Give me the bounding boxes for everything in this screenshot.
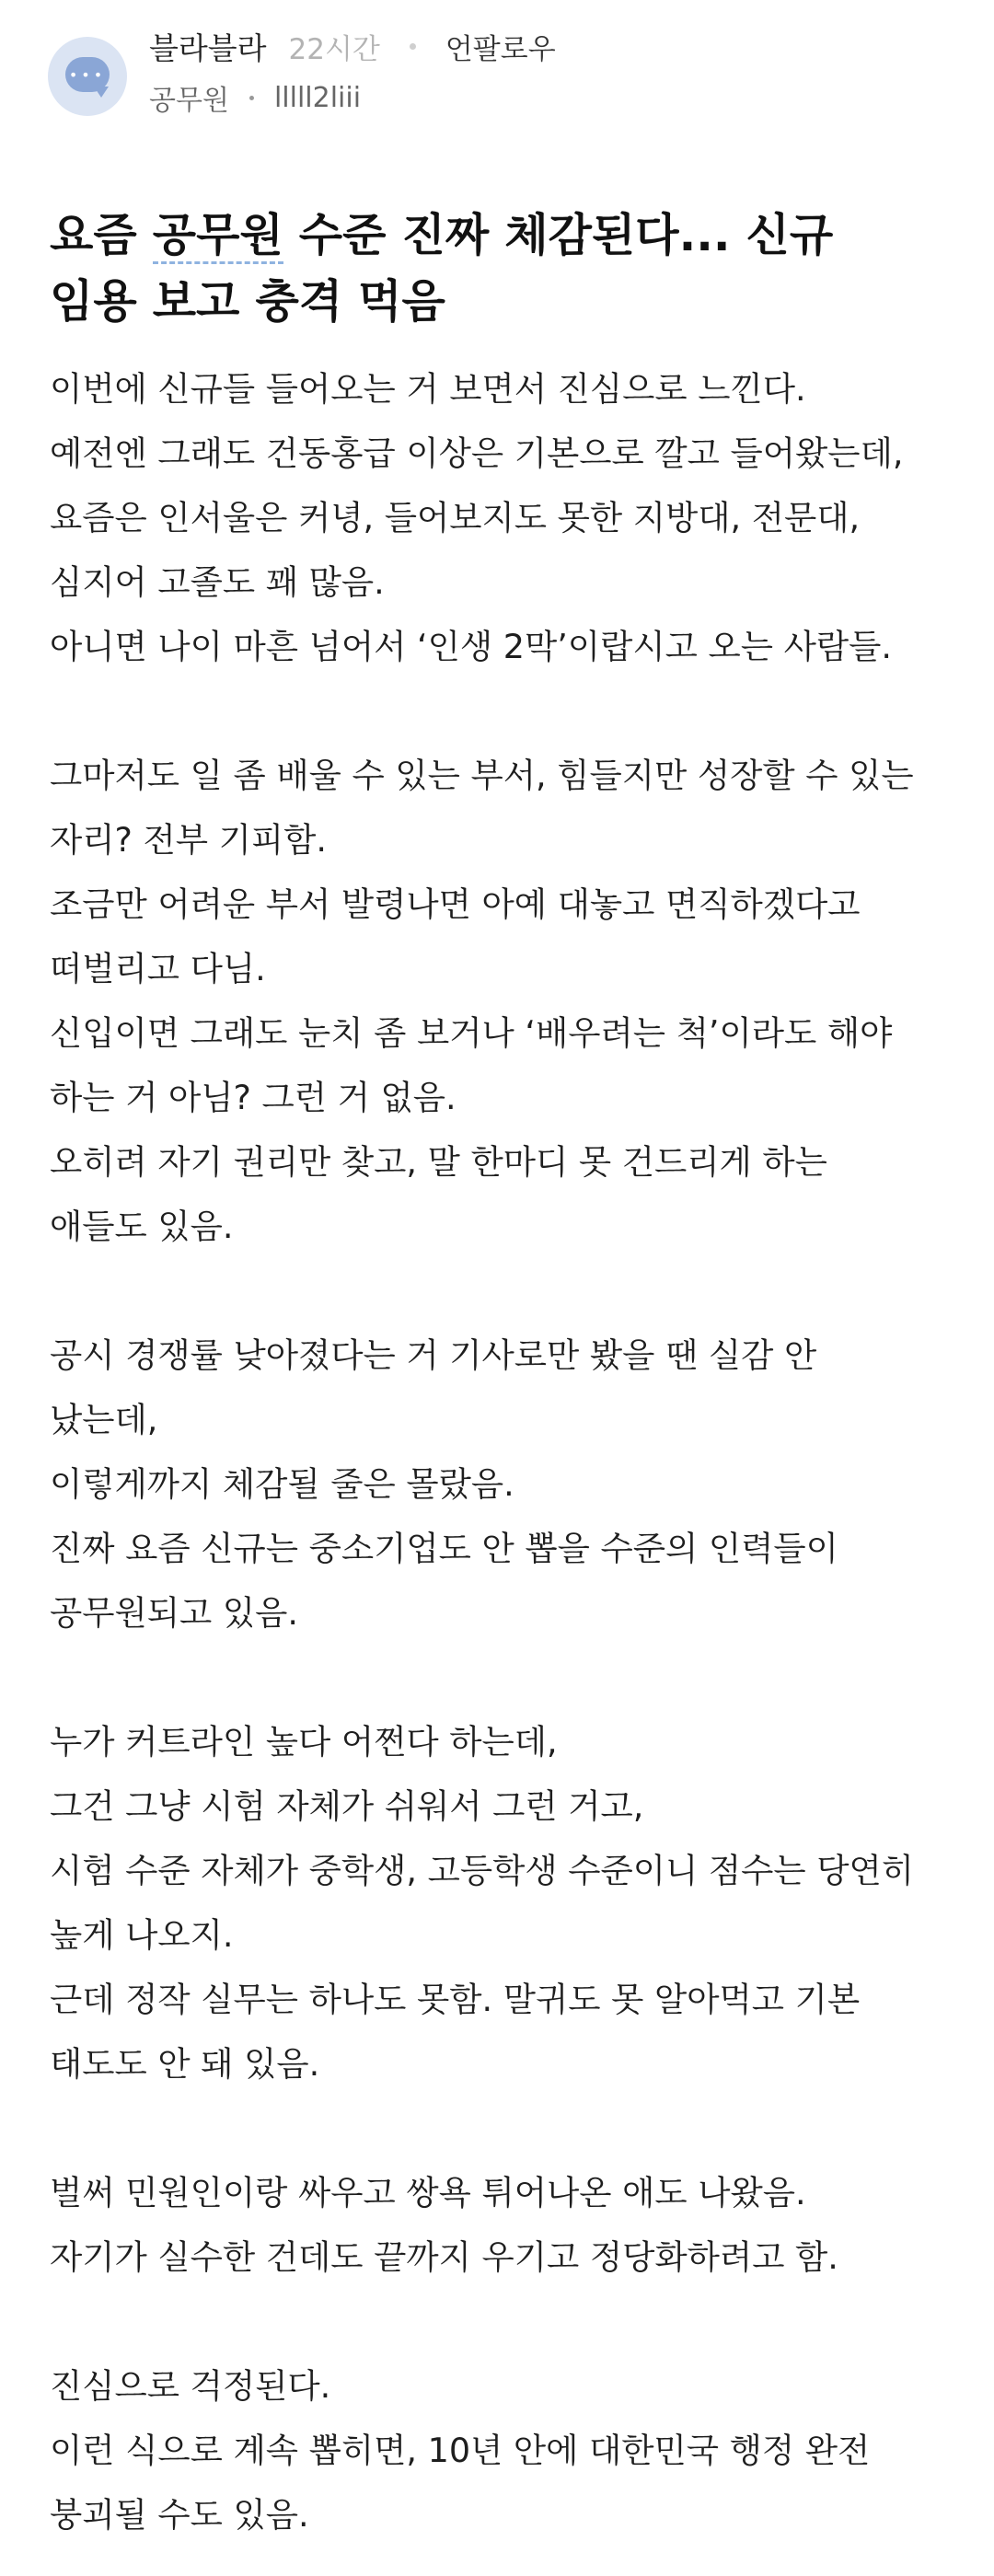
post-body-line: 요즘은 인서울은 커녕, 들어보지도 못한 지방대, 전문대, [50,498,861,537]
author-nickname[interactable]: 블라블라 [149,29,267,66]
post-body-line: 공무원되고 있음. [50,1593,299,1633]
post-time: 22시간 [288,32,380,66]
separator-dot [249,96,254,100]
post-body-line: 이런 식으로 계속 뽑히면, 10년 안에 대한민국 행정 완전 [50,2431,871,2470]
unfollow-button[interactable]: 언팔로우 [445,32,556,66]
post-body-line: 그마저도 일 좀 배울 수 있는 부서, 힘들지만 성장할 수 있는 [50,756,914,795]
post-body-line: 시험 수준 자체가 중학생, 고등학생 수준이니 점수는 당연히 [50,1851,915,1890]
separator-dot [410,43,416,50]
author-id: lllll2liii [273,81,362,114]
post-body-line: 그건 그냥 시험 자체가 쉬워서 그런 거고, [50,1786,644,1826]
paragraph-gap [50,1259,979,1323]
post-body-line: 자리? 전부 기피함. [50,820,327,860]
post-body-line: 예전엔 그래도 건동홍급 이상은 기본으로 깔고 들어왔는데, [50,433,904,473]
post-body-line: 누가 커트라인 높다 어쩐다 하는데, [50,1722,558,1762]
paragraph-gap [50,679,979,744]
post-body-line: 심지어 고졸도 꽤 많음. [50,562,385,602]
post-body-line: 아니면 나이 마흔 넘어서 ‘인생 2막’이랍시고 오는 사람들. [50,627,892,666]
post-body-line: 신입이면 그래도 눈치 좀 보거나 ‘배우려는 척’이라도 해야 [50,1013,893,1053]
post-body-line: 붕괴될 수도 있음. [50,2495,309,2535]
paragraph-gap [50,2097,979,2161]
post-header [48,26,950,136]
paragraph-gap [50,1646,979,1710]
post-body-line: 근데 정작 실무는 하나도 못함. 말귀도 못 알아먹고 기본 [50,1980,861,2019]
post-body-line: 하는 거 아님? 그런 거 없음. [50,1078,457,1117]
post-title [50,202,952,335]
post-body-line: 오히려 자기 권리만 찾고, 말 한마디 못 건드리게 하는 [50,1142,827,1182]
post-title-line-1: 요즘 공무원 수준 진짜 체감된다... 신규 [50,202,952,269]
post-body-line: 진짜 요즘 신규는 중소기업도 안 뽑을 수준의 인력들이 [50,1529,838,1568]
post-body-line: 자기가 실수한 건데도 끝까지 우기고 정당화하려고 함. [50,2237,838,2277]
post-body-line: 떠벌리고 다님. [50,949,266,988]
avatar[interactable]: ••• [48,37,127,116]
post-body-line: 진심으로 걱정된다. [50,2366,331,2406]
paragraph-gap [50,2290,979,2354]
post-body-line: 조금만 어려운 부서 발령나면 아예 대놓고 면직하겠다고 [50,884,861,924]
post-body-line: 높게 나오지. [50,1915,234,1955]
post-body [50,357,979,2547]
author-meta-row [149,26,556,66]
post-body-line: 태도도 안 돼 있음. [50,2044,320,2084]
post-body-line: 이렇게까지 체감될 줄은 몰랐음. [50,1464,514,1504]
post-body-line: 이번에 신규들 들어오는 거 보면서 진심으로 느낀다. [50,369,806,409]
author-company-row [149,77,361,118]
post-body-line: 벌써 민원인이랑 싸우고 쌍욕 튀어나온 애도 나왔음. [50,2173,806,2212]
post-body-line: 났는데, [50,1400,158,1439]
post-title-line-2: 임용 보고 충격 먹음 [50,275,445,328]
topic-keyword-link[interactable]: 공무원 [153,209,283,264]
post-body-line: 공시 경쟁률 낮아졌다는 거 기사로만 봤을 땐 실감 안 [50,1335,817,1375]
author-company: 공무원 [149,85,229,117]
post-body-line: 애들도 있음. [50,1207,234,1246]
